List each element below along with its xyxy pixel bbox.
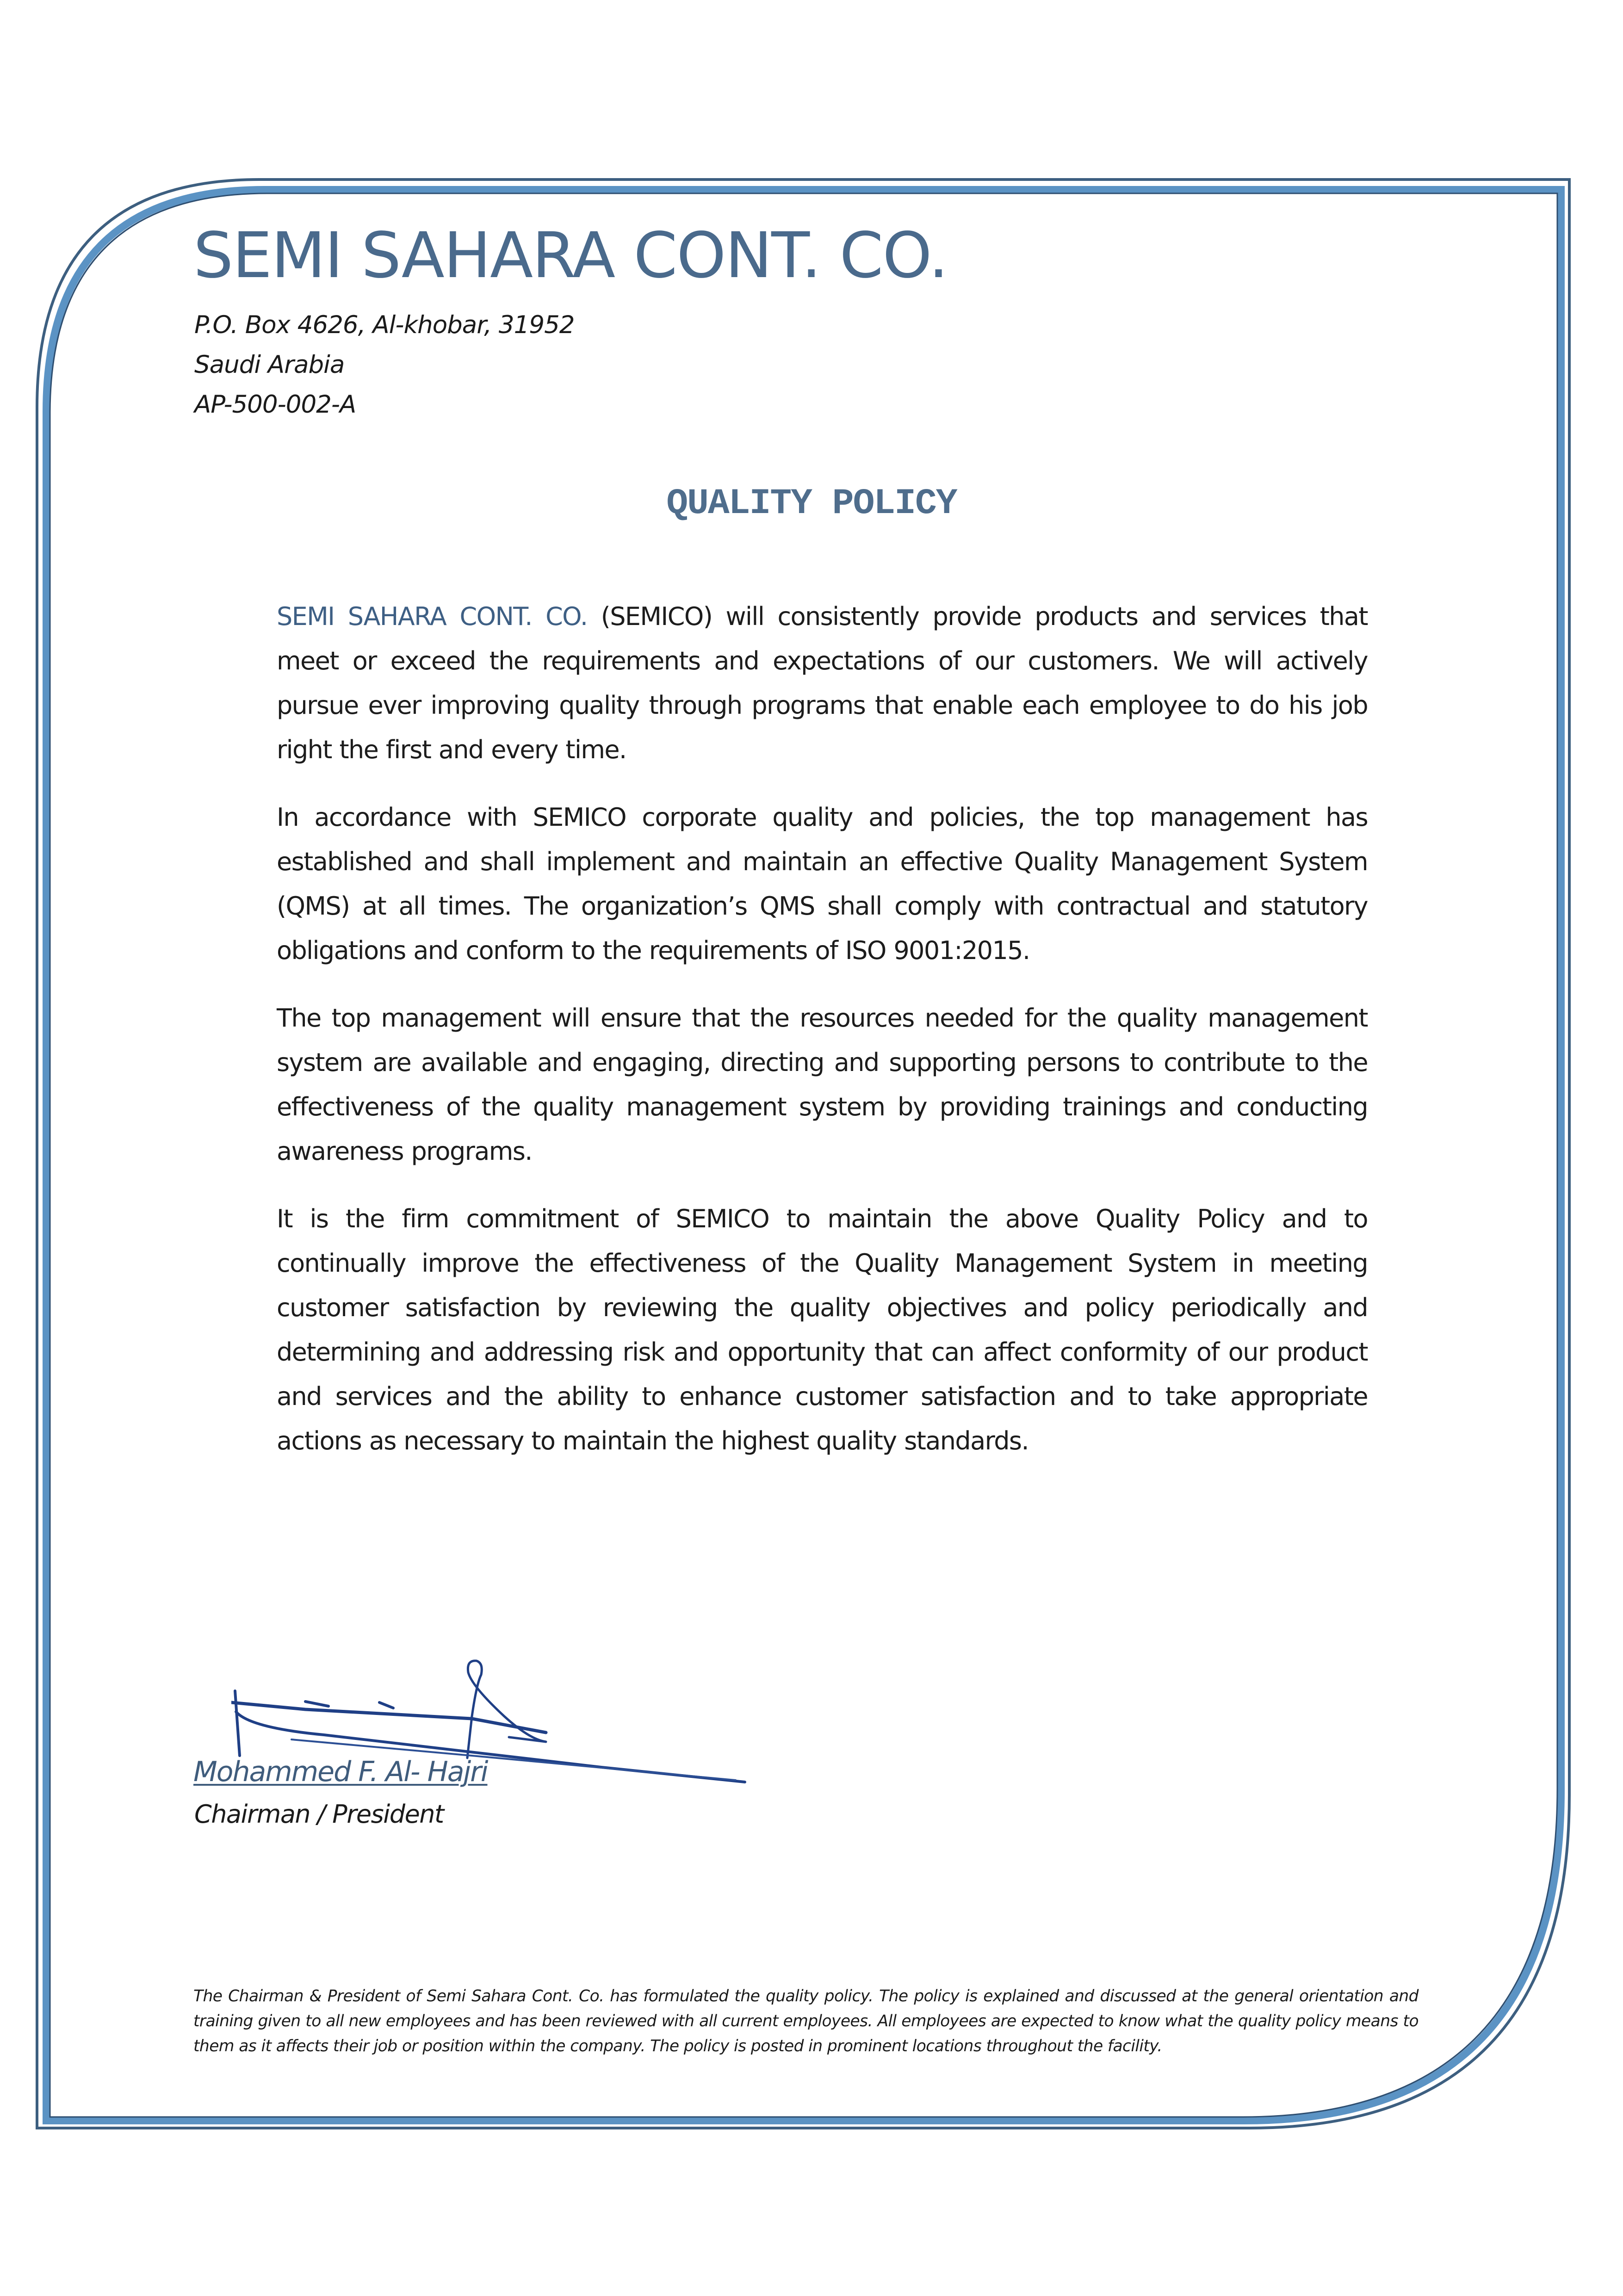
policy-body [277,594,1368,1486]
address-line-po-box: P.O. Box 4626, Al-khobar, 31952 [194,311,575,339]
signatory-title: Chairman / President [194,1800,444,1829]
policy-paragraph-4: It is the firm commitment of SEMICO to maintain the above Quality Policy and to continually improve the effectiveness of the Quality Management System in meeting customer satisfaction by reviewing the quality objectives and policy periodically and determining and addressing risk and opportunity that can affect conformity of our product and services and the ability to enhance customer satisfaction and to take appropriate actions as necessary to maintain the highest quality standards. [277,1204,1368,1455]
address-line-country: Saudi Arabia [194,351,345,379]
footer-note: The Chairman & President of Semi Sahara Cont. Co. has formulated the quality policy. The policy is explained and discussed at the general orientation and training given to all new employees and has been reviewed with all current employees. All employees are expected to know what the quality policy means to them as it affects their job or position within the company. The policy is posted in prominent locations throughout the facility. [193,1987,1419,2055]
paragraph-1-text: (SEMICO) will consistently provide products and services that meet or exceed the requirements and expectations of our customers. We will actively pursue ever improving quality through programs that enable each employee to do his job right the first and every time. [277,602,1368,764]
signatory-name: Mohammed F. Al- Hajri [193,1756,488,1788]
company-name-inline: SEMI SAHARA CONT. CO. [277,602,588,631]
document-title: QUALITY POLICY [666,483,957,524]
company-name: SEMI SAHARA CONT. CO. [193,219,948,292]
policy-paragraph-3: The top management will ensure that the resources needed for the quality management system are available and engaging, directing and supporting persons to contribute to the effectiveness of the quality management system by providing trainings and conducting awareness programs. [277,1003,1368,1166]
document-code: AP-500-002-A [194,390,356,419]
policy-paragraph-1 [277,594,1368,772]
company-address [194,305,575,425]
policy-paragraph-2: In accordance with SEMICO corporate quality and policies, the top management has established and shall implement and maintain an effective Quality Management System (QMS) at all times. The organization’s QMS shall comply with contractual and statutory obligations and conform to the requirements of ISO 9001:2015. [277,803,1368,965]
